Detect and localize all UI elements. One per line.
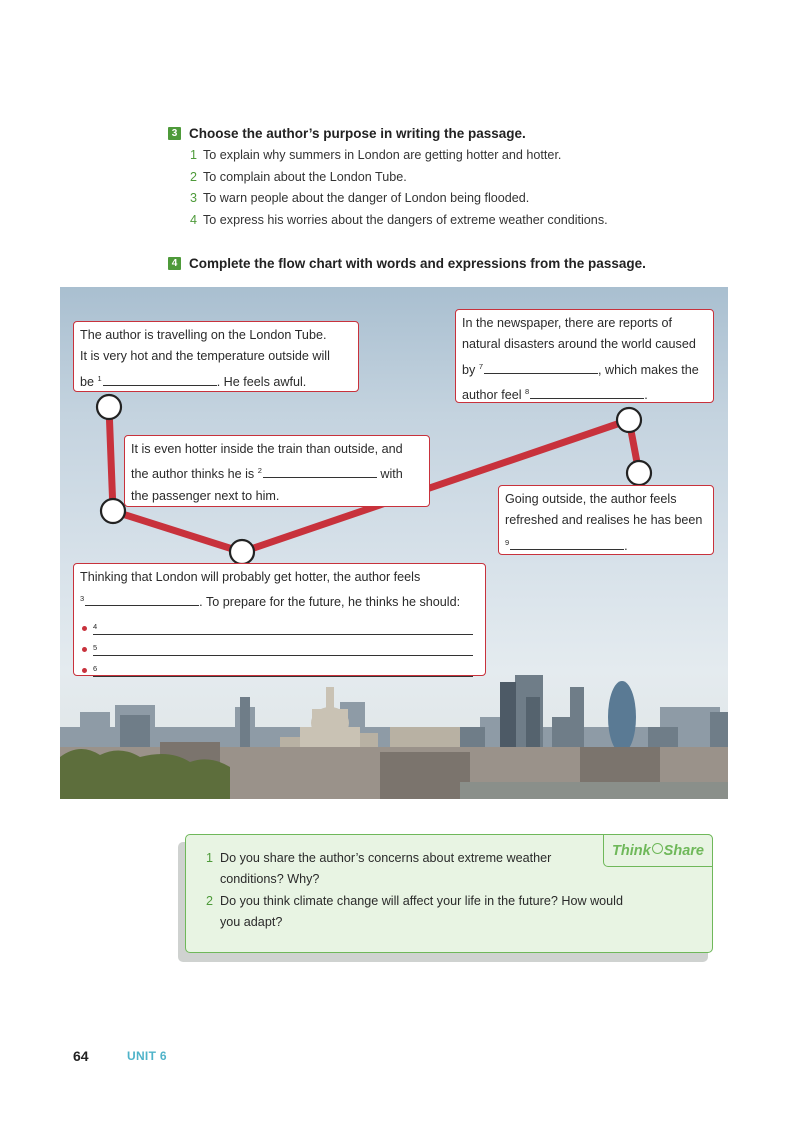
blank-1[interactable] <box>103 372 217 386</box>
blank-6[interactable]: 6 <box>93 662 473 677</box>
section-3-number: 3 <box>168 127 181 140</box>
page-number: 64 <box>73 1048 89 1064</box>
london-skyline-photo <box>60 287 728 799</box>
question-2: 2 Do you think climate change will affect your life in the future? How would you adapt? <box>206 893 623 930</box>
station-5 <box>627 461 651 485</box>
section-4-heading: Complete the flow chart with words and expressions from the passage. <box>189 256 646 271</box>
bullet-4 <box>80 614 479 635</box>
blank-9[interactable] <box>510 536 624 550</box>
blank-7[interactable] <box>484 360 598 374</box>
flow-box-5: Going outside, the author feels refreshed and realises he has been $^9$ . <box>498 485 714 555</box>
section-3-heading: Choose the author’s purpose in writing the passage. <box>189 126 526 141</box>
option-1[interactable]: 1 To explain why summers in London are getting hotter and hotter. <box>190 148 562 162</box>
section-4-number: 4 <box>168 257 181 270</box>
lightbulb-icon <box>652 843 663 854</box>
question-1: 1 Do you share the author’s concerns about extreme weather conditions? Why? <box>206 851 552 887</box>
station-1 <box>97 395 121 419</box>
blank-2[interactable] <box>263 464 377 478</box>
flow-box-4: In the newspaper, there are reports of natural disasters around the world caused by $^7$ , which makes the author feel $^8$ . <box>455 309 714 403</box>
flow-box-3: Thinking that London will probably get hotter, the author feels $^3$ . To prepare for the future, he thinks he should: 4 5 6 <box>73 563 486 676</box>
station-4 <box>617 408 641 432</box>
section-3-title <box>168 126 526 141</box>
flow-box-1: The author is travelling on the London Tube. It is very hot and the temperature outside will be $^1$ . He feels awful. <box>73 321 359 392</box>
bullet-5 <box>80 635 479 656</box>
blank-5[interactable]: 5 <box>93 641 473 656</box>
blank-3[interactable] <box>85 592 199 606</box>
option-4[interactable]: 4 To express his worries about the dangers of extreme weather conditions. <box>190 212 608 227</box>
blank-8[interactable] <box>530 385 644 399</box>
unit-label: UNIT 6 <box>127 1049 167 1063</box>
section-4-title <box>168 256 646 271</box>
station-2 <box>101 499 125 523</box>
option-2[interactable]: 2 To complain about the London Tube. <box>190 169 407 184</box>
station-3 <box>230 540 254 564</box>
option-3[interactable]: 3 To warn people about the danger of London being flooded. <box>190 191 530 205</box>
think-share-box <box>185 834 713 953</box>
bullet-6 <box>80 656 479 677</box>
think-share-questions <box>206 848 623 934</box>
blank-4[interactable]: 4 <box>93 620 473 635</box>
think-share-tag: Think Share <box>603 834 713 867</box>
section-3-options <box>190 145 608 231</box>
gherkin-building <box>608 681 636 753</box>
flow-box-2: It is even hotter inside the train than outside, and the author thinks he is $^2$ with the passenger next to him. <box>124 435 430 507</box>
